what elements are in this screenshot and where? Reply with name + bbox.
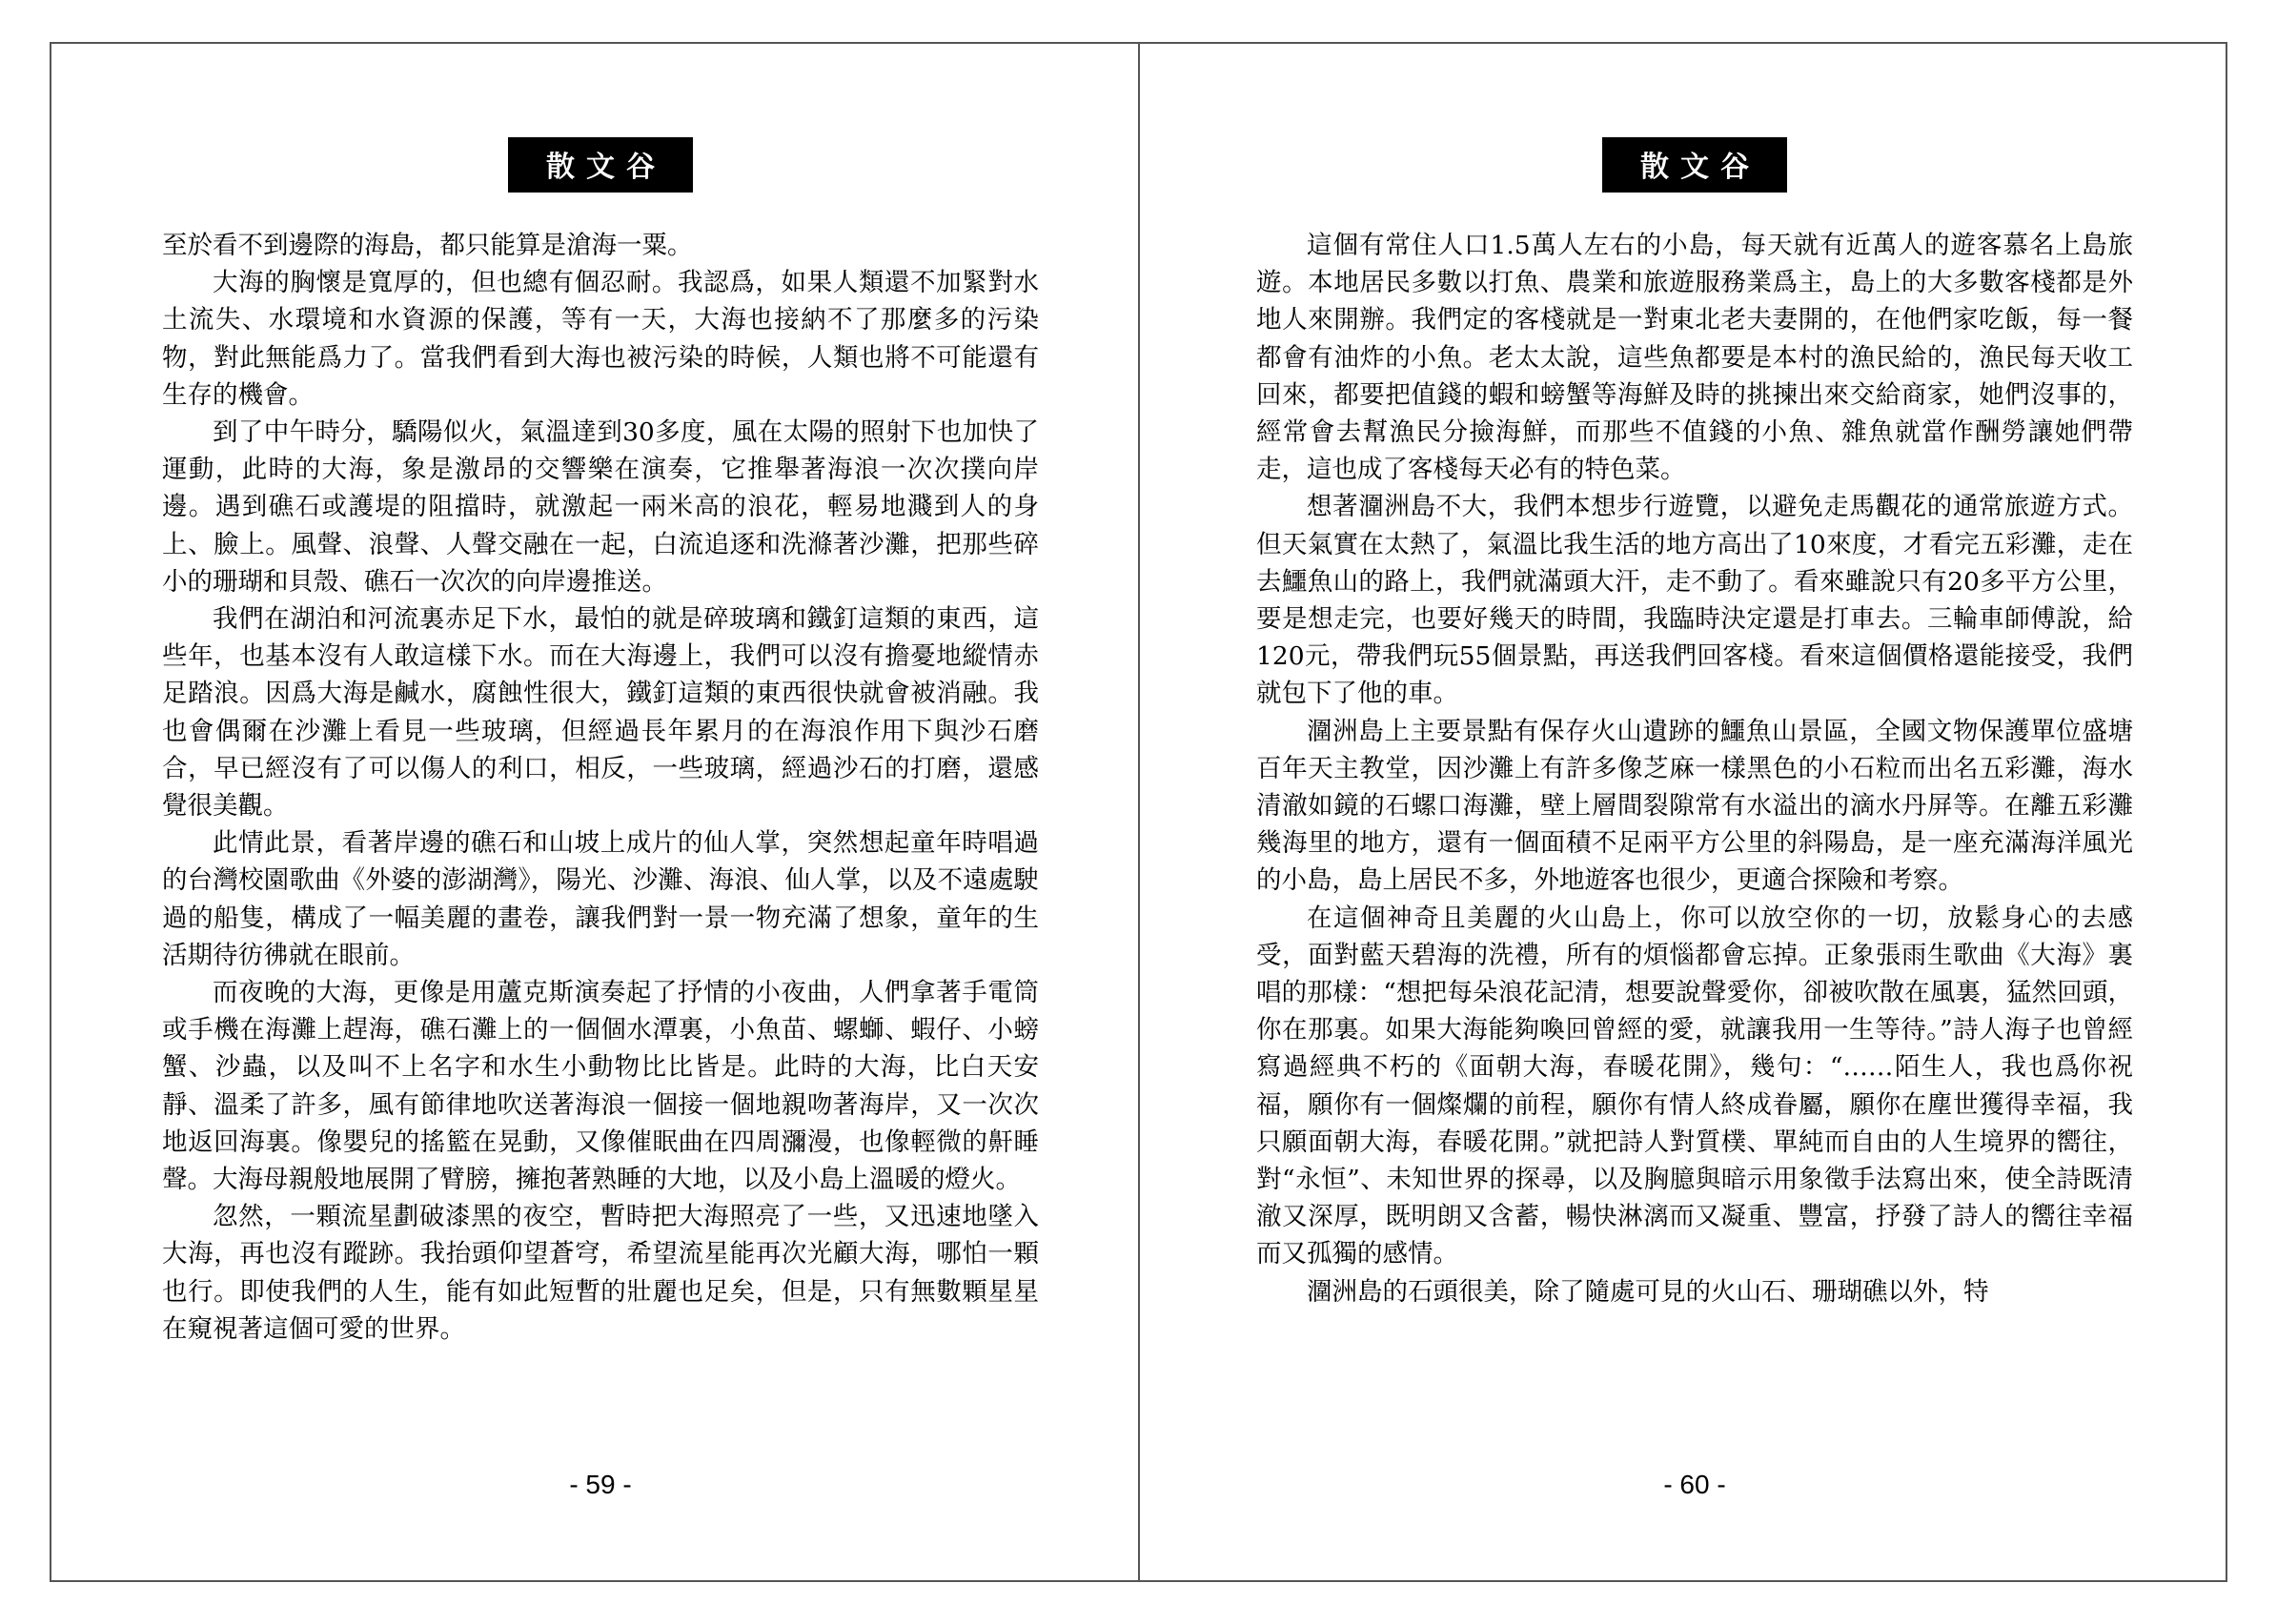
paragraph: 潿洲島上主要景點有保存火山遺跡的鱷魚山景區，全國文物保護單位盛塘百年天主教堂，因沙灘上有許多像芝麻一樣黑色的小石粒而出名五彩灘，海水清澈如鏡的石螺口海灘，壁上層間裂隙常有水溢出的滴水丹屏等。在離五彩灘幾海里的地方，還有一個面積不足兩平方公里的斜陽島，是一座充滿海洋風光的小島，島上居民不多，外地遊客也很少，更適合探險和考察。 bbox=[1256, 716, 2133, 896]
right-page-body bbox=[1256, 227, 2133, 1310]
right-page-header bbox=[1256, 137, 2133, 193]
page-divider bbox=[1138, 42, 1140, 1582]
left-page bbox=[162, 42, 1039, 1582]
paragraph: 想著潿洲島不大，我們本想步行遊覽，以避免走馬觀花的通常旅遊方式。但天氣實在太熱了，氣溫比我生活的地方高出了10來度，才看完五彩灘，走在去鱷魚山的路上，我們就滿頭大汗，走不動了。看來雖說只有20多平方公里，要是想走完，也要好幾天的時間，我臨時決定還是打車去。三輪車師傅說，給120元，帶我們玩55個景點，再送我們回客棧。看來這個價格還能接受，我們就包下了他的車。 bbox=[1256, 492, 2133, 709]
section-title-label: 散文谷 bbox=[1602, 137, 1787, 193]
left-page-body bbox=[162, 227, 1039, 1348]
page-number: - 60 - bbox=[1663, 1470, 1726, 1499]
page-number: - 59 - bbox=[569, 1470, 632, 1499]
paragraph: 大海的胸懷是寬厚的，但也總有個忍耐。我認爲，如果人類還不加緊對水土流失、水環境和水資源的保護，等有一天，大海也接納不了那麼多的污染物，對此無能爲力了。當我們看到大海也被污染的時候，人類也將不可能還有生存的機會。 bbox=[162, 268, 1039, 410]
paragraph: 我們在湖泊和河流裏赤足下水，最怕的就是碎玻璃和鐵釘這類的東西，這些年，也基本沒有人敢這樣下水。而在大海邊上，我們可以沒有擔憂地縱情赤足踏浪。因爲大海是鹹水，腐蝕性很大，鐵釘這類的東西很快就會被消融。我也會偶爾在沙灘上看見一些玻璃，但經過長年累月的在海浪作用下與沙石磨合，早已經沒有了可以傷人的利口，相反，一些玻璃，經過沙石的打磨，還感覺很美觀。 bbox=[162, 604, 1039, 822]
right-page bbox=[1256, 42, 2133, 1582]
paragraph: 至於看不到邊際的海島，都只能算是滄海一粟。 bbox=[162, 231, 693, 260]
paragraph: 這個有常住人口1.5萬人左右的小島，每天就有近萬人的遊客慕名上島旅遊。本地居民多數以打魚、農業和旅遊服務業爲主，島上的大多數客棧都是外地人來開辦。我們定的客棧就是一對東北老夫妻開的，在他們家吃飯，每一餐都會有油炸的小魚。老太太說，這些魚都要是本村的漁民給的，漁民每天收工回來，都要把值錢的蝦和螃蟹等海鮮及時的挑揀出來交給商家，她們沒事的，經常會去幫漁民分撿海鮮，而那些不值錢的小魚、雜魚就當作酬勞讓她們帶走，這也成了客棧每天必有的特色菜。 bbox=[1256, 231, 2133, 485]
paragraph: 此情此景，看著岸邊的礁石和山坡上成片的仙人掌，突然想起童年時唱過的台灣校園歌曲《外婆的澎湖灣》，陽光、沙灘、海浪、仙人掌，以及不遠處駛過的船隻，構成了一幅美麗的畫卷，讓我們對一景一物充滿了想象，童年的生活期待彷彿就在眼前。 bbox=[162, 828, 1039, 970]
left-page-header bbox=[162, 137, 1039, 193]
paragraph: 而夜晚的大海，更像是用蘆克斯演奏起了抒情的小夜曲，人們拿著手電筒或手機在海灘上趕海，礁石灘上的一個個水潭裏，小魚苗、螺螄、蝦仔、小螃蟹、沙蟲，以及叫不上名字和水生小動物比比皆是。此時的大海，比白天安靜、溫柔了許多，風有節律地吹送著海浪一個接一個地親吻著海岸，又一次次地返回海裏。像嬰兒的搖籃在晃動，又像催眠曲在四周瀰漫，也像輕微的鼾睡聲。大海母親般地展開了臂膀，擁抱著熟睡的大地，以及小島上溫暖的燈火。 bbox=[162, 978, 1039, 1195]
paragraph: 潿洲島的石頭很美，除了隨處可見的火山石、珊瑚礁以外，特 bbox=[1307, 1276, 1989, 1307]
paragraph: 到了中午時分，驕陽似火，氣溫達到30多度，風在太陽的照射下也加快了運動，此時的大海，象是激昂的交響樂在演奏，它推舉著海浪一次次撲向岸邊。遇到礁石或護堤的阻擋時，就激起一兩米高的浪花，輕易地濺到人的身上、臉上。風聲、浪聲、人聲交融在一起，白流追逐和洗滌著沙灘，把那些碎小的珊瑚和貝殼、礁石一次次的向岸邊推送。 bbox=[162, 417, 1039, 597]
paragraph: 在這個神奇且美麗的火山島上，你可以放空你的一切，放鬆身心的去感受，面對藍天碧海的洗禮，所有的煩惱都會忘掉。正象張雨生歌曲《大海》裏唱的那樣：“想把每朵浪花記清，想要說聲愛你，卻被吹散在風裏，猛然回頭，你在那裏。如果大海能夠喚回曾經的愛，就讓我用一生等待。”詩人海子也曾經寫過經典不朽的《面朝大海，春暖花開》，幾句：“……陌生人，我也爲你祝福，願你有一個燦爛的前程，願你有情人終成眷屬，願你在塵世獲得幸福，我只願面朝大海，春暖花開。”就把詩人對質樸、單純而自由的人生境界的嚮往，對“永恒”、未知世界的探尋，以及胸臆與暗示用象徵手法寫出來，使全詩既清澈又深厚，既明朗又含蓄，暢快淋漓而又凝重、豐富，抒發了詩人的嚮往幸福而又孤獨的感情。 bbox=[1256, 903, 2133, 1269]
section-title-label: 散文谷 bbox=[508, 137, 693, 193]
paragraph: 忽然，一顆流星劃破漆黑的夜空，暫時把大海照亮了一些，又迅速地墜入大海，再也沒有蹤跡。我抬頭仰望蒼穹，希望流星能再次光顧大海，哪怕一顆也行。即使我們的人生，能有如此短暫的壯麗也足矣，但是，只有無數顆星星在窺視著這個可愛的世界。 bbox=[162, 1202, 1039, 1344]
